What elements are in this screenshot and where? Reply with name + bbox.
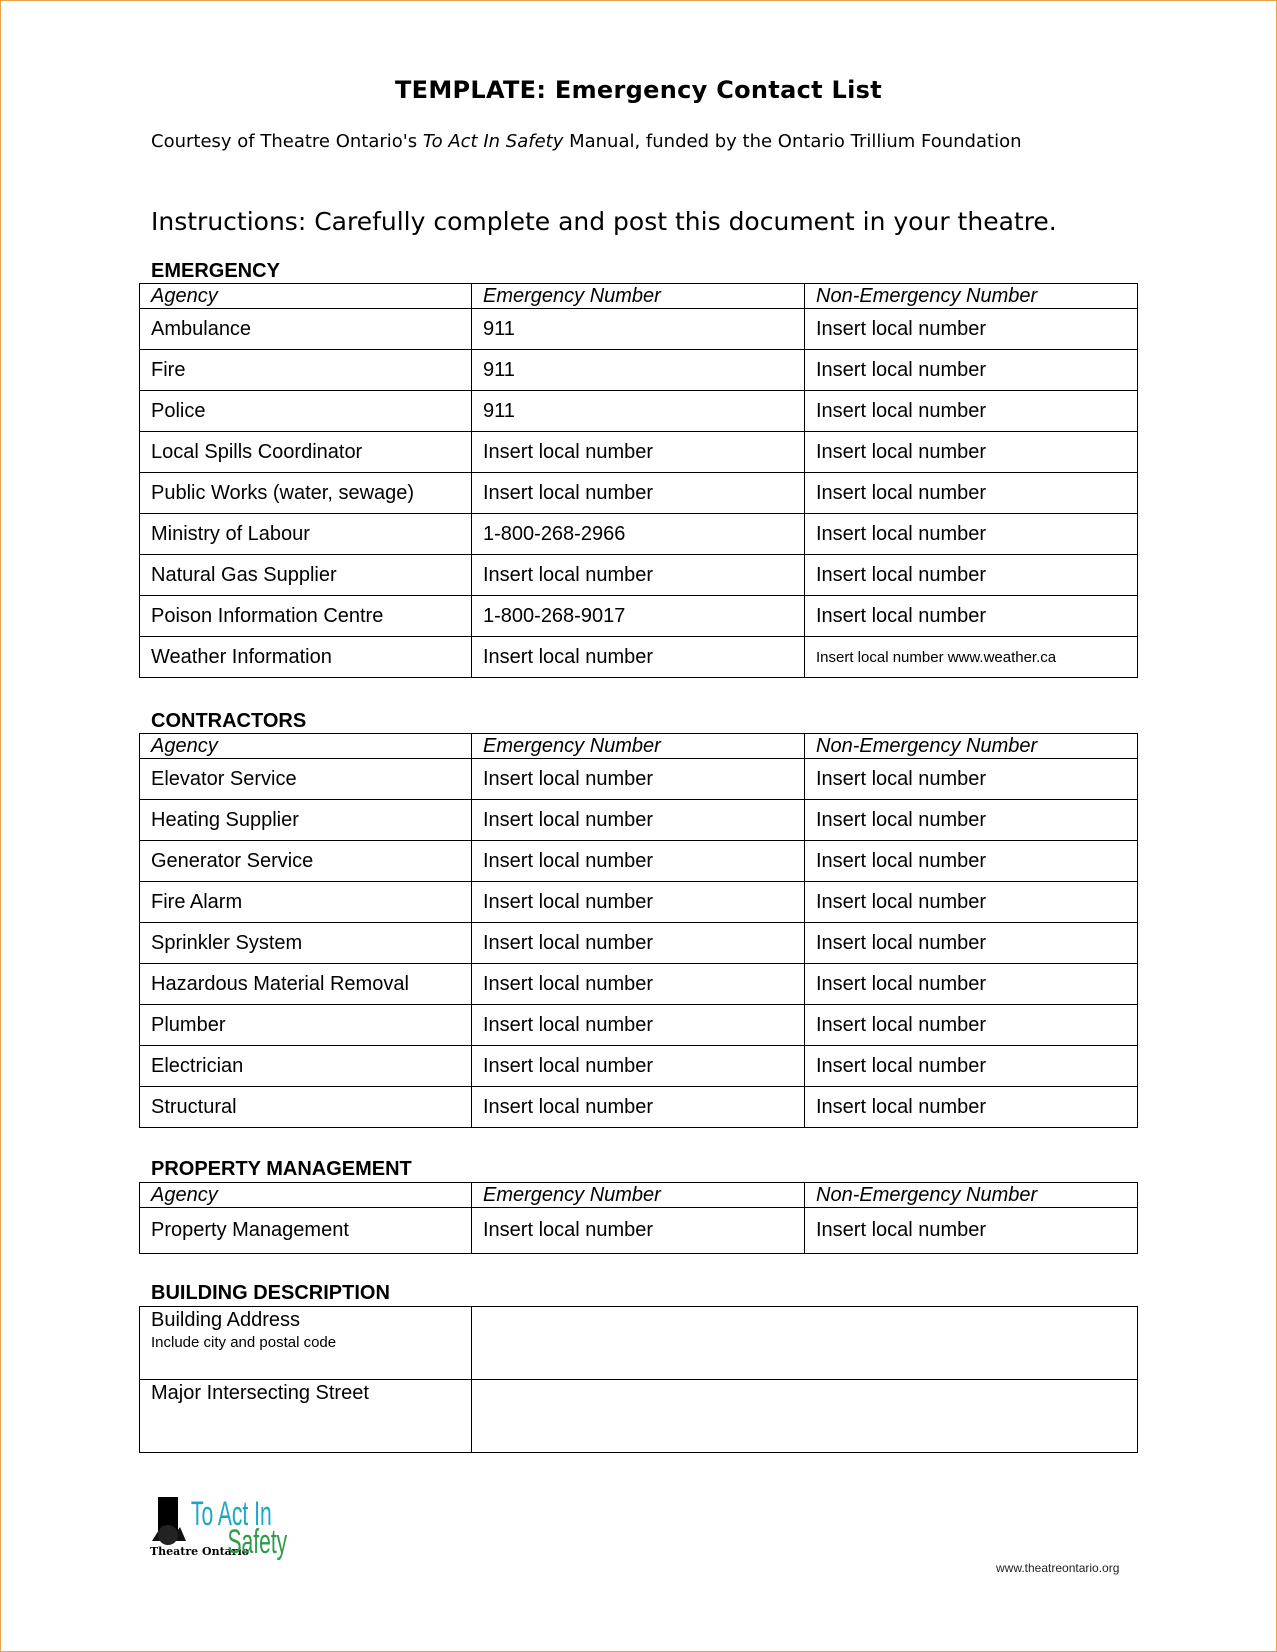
emergency-number-cell[interactable]: Insert local number <box>472 882 805 923</box>
non-emergency-number-cell[interactable]: Insert local number <box>805 800 1138 841</box>
agency-cell: Generator Service <box>140 841 472 882</box>
emergency-number-cell[interactable]: Insert local number <box>472 1046 805 1087</box>
non-emergency-number-cell[interactable]: Insert local number <box>805 841 1138 882</box>
emergency-table <box>139 283 1138 678</box>
non-emergency-number-cell[interactable]: Insert local number <box>805 473 1138 514</box>
table-row-ambulance <box>140 309 1138 350</box>
agency-cell: Heating Supplier <box>140 800 472 841</box>
non-emergency-number-cell[interactable]: Insert local number <box>805 596 1138 637</box>
section-title-property: PROPERTY MANAGEMENT <box>151 1158 412 1180</box>
emergency-number-cell[interactable]: Insert local number <box>472 964 805 1005</box>
column-header-agency: Agency <box>140 284 472 309</box>
non-emergency-number-cell[interactable]: Insert local number <box>805 391 1138 432</box>
emergency-number-cell[interactable]: Insert local number <box>472 1087 805 1128</box>
logo-safety-line1: To Act In <box>190 1495 272 1533</box>
emergency-number-cell[interactable]: 1-800-268-9017 <box>472 596 805 637</box>
emergency-number-cell[interactable]: Insert local number <box>472 841 805 882</box>
building-table <box>139 1306 1138 1453</box>
emergency-number-cell[interactable]: Insert local number <box>472 1208 805 1254</box>
agency-cell: Fire Alarm <box>140 882 472 923</box>
property-table-body <box>140 1183 1138 1254</box>
non-emergency-number-cell[interactable]: Insert local number <box>805 1046 1138 1087</box>
agency-cell: Police <box>140 391 472 432</box>
non-emergency-number-cell[interactable]: Insert local number <box>805 882 1138 923</box>
agency-cell: Public Works (water, sewage) <box>140 473 472 514</box>
non-emergency-number-cell[interactable]: Insert local number <box>805 964 1138 1005</box>
table-row-natural-gas-supplier <box>140 555 1138 596</box>
table-row-structural <box>140 1087 1138 1128</box>
emergency-table-body <box>140 284 1138 678</box>
non-emergency-number-cell[interactable]: Insert local number www.weather.ca <box>805 637 1138 678</box>
building-address-input-cell[interactable] <box>472 1307 1138 1380</box>
footer-url: www.theatreontario.org <box>996 1561 1120 1575</box>
table-row-heating-supplier <box>140 800 1138 841</box>
theatre-ontario-mark <box>152 1497 186 1545</box>
agency-cell: Local Spills Coordinator <box>140 432 472 473</box>
contractors-table <box>139 733 1138 1128</box>
non-emergency-number-cell[interactable]: Insert local number <box>805 923 1138 964</box>
manual-title: To Act In Safety <box>422 131 564 152</box>
section-title-building: BUILDING DESCRIPTION <box>151 1282 390 1304</box>
non-emergency-number-cell[interactable]: Insert local number <box>805 350 1138 391</box>
column-header-agency: Agency <box>140 1183 472 1208</box>
column-header-emergency: Emergency Number <box>472 734 805 759</box>
emergency-number-cell[interactable]: Insert local number <box>472 1005 805 1046</box>
section-title-contractors: CONTRACTORS <box>151 710 307 732</box>
table-row-police <box>140 391 1138 432</box>
agency-cell: Electrician <box>140 1046 472 1087</box>
table-row-elevator-service <box>140 759 1138 800</box>
emergency-number-cell[interactable]: 1-800-268-2966 <box>472 514 805 555</box>
contractors-header-row <box>140 734 1138 759</box>
non-emergency-number-cell[interactable]: Insert local number <box>805 759 1138 800</box>
non-emergency-number-cell[interactable]: Insert local number <box>805 309 1138 350</box>
non-emergency-number-cell[interactable]: Insert local number <box>805 1087 1138 1128</box>
emergency-number-cell[interactable]: 911 <box>472 350 805 391</box>
agency-cell: Poison Information Centre <box>140 596 472 637</box>
column-header-non-emergency: Non-Emergency Number <box>805 1183 1138 1208</box>
agency-cell: Fire <box>140 350 472 391</box>
agency-cell: Structural <box>140 1087 472 1128</box>
table-row-poison-information-centre <box>140 596 1138 637</box>
table-row-hazardous-material-removal <box>140 964 1138 1005</box>
column-header-non-emergency: Non-Emergency Number <box>805 734 1138 759</box>
page-title: TEMPLATE: Emergency Contact List <box>394 76 883 104</box>
building-address-label-cell <box>140 1307 472 1380</box>
table-row-weather-information <box>140 637 1138 678</box>
logo-safety-line2: Safety <box>227 1521 288 1561</box>
table-row-fire-alarm <box>140 882 1138 923</box>
non-emergency-number-cell[interactable]: Insert local number <box>805 514 1138 555</box>
agency-cell: Ambulance <box>140 309 472 350</box>
contractors-table-body <box>140 734 1138 1128</box>
agency-cell: Property Management <box>140 1208 472 1254</box>
table-row-local-spills-coordinator <box>140 432 1138 473</box>
column-header-agency: Agency <box>140 734 472 759</box>
table-row-generator-service <box>140 841 1138 882</box>
building-address-note: Include city and postal code <box>151 1334 337 1351</box>
courtesy-line: Courtesy of Theatre Ontario's To Act In Safety Manual, funded by the Ontario Trillium Foundation <box>151 131 1022 152</box>
column-header-emergency: Emergency Number <box>472 1183 805 1208</box>
table-row-public-works-water-sewage <box>140 473 1138 514</box>
table-row-fire <box>140 350 1138 391</box>
property-table <box>139 1182 1138 1254</box>
emergency-number-cell[interactable]: Insert local number <box>472 637 805 678</box>
emergency-number-cell[interactable]: 911 <box>472 391 805 432</box>
table-row-plumber <box>140 1005 1138 1046</box>
table-row-ministry-of-labour <box>140 514 1138 555</box>
logo-theatre-text: Theatre Ontario <box>150 1545 250 1558</box>
emergency-number-cell[interactable]: Insert local number <box>472 759 805 800</box>
building-address-row <box>140 1307 1138 1380</box>
emergency-number-cell[interactable]: Insert local number <box>472 555 805 596</box>
non-emergency-number-cell[interactable]: Insert local number <box>805 1005 1138 1046</box>
table-row-sprinkler-system <box>140 923 1138 964</box>
building-address-label: Building Address <box>151 1309 300 1331</box>
agency-cell: Weather Information <box>140 637 472 678</box>
intersecting-street-row <box>140 1380 1138 1453</box>
column-header-non-emergency: Non-Emergency Number <box>805 284 1138 309</box>
table-row-property-management <box>140 1208 1138 1254</box>
intersecting-street-input-cell[interactable] <box>472 1380 1138 1453</box>
emergency-number-cell[interactable]: 911 <box>472 309 805 350</box>
section-title-emergency: EMERGENCY <box>151 260 280 282</box>
non-emergency-number-cell[interactable]: Insert local number <box>805 1208 1138 1254</box>
emergency-header-row <box>140 284 1138 309</box>
to-act-in-safety-logo <box>150 1495 330 1575</box>
emergency-number-cell[interactable]: Insert local number <box>472 432 805 473</box>
non-emergency-number-cell[interactable]: Insert local number <box>805 555 1138 596</box>
column-header-emergency: Emergency Number <box>472 284 805 309</box>
property-header-row <box>140 1183 1138 1208</box>
agency-cell: Ministry of Labour <box>140 514 472 555</box>
agency-cell: Elevator Service <box>140 759 472 800</box>
agency-cell: Natural Gas Supplier <box>140 555 472 596</box>
agency-cell: Sprinkler System <box>140 923 472 964</box>
agency-cell: Plumber <box>140 1005 472 1046</box>
emergency-number-cell[interactable]: Insert local number <box>472 473 805 514</box>
emergency-number-cell[interactable]: Insert local number <box>472 800 805 841</box>
table-row-electrician <box>140 1046 1138 1087</box>
intersecting-street-label: Major Intersecting Street <box>140 1380 472 1453</box>
non-emergency-number-cell[interactable]: Insert local number <box>805 432 1138 473</box>
instructions: Instructions: Carefully complete and post this document in your theatre. <box>151 207 1057 236</box>
agency-cell: Hazardous Material Removal <box>140 964 472 1005</box>
emergency-number-cell[interactable]: Insert local number <box>472 923 805 964</box>
